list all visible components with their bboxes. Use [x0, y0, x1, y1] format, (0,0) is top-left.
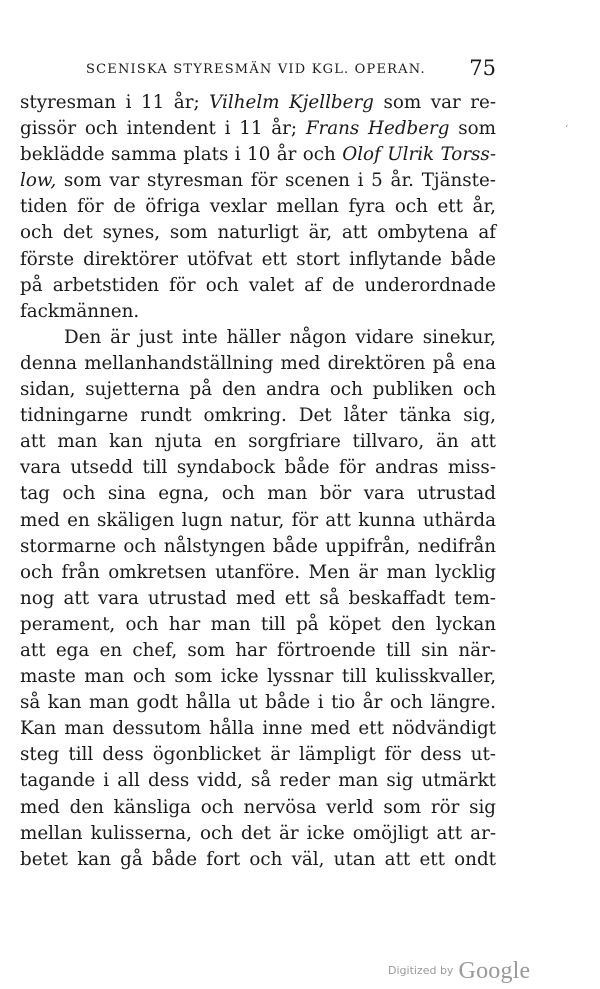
- text-line: [20, 142, 496, 168]
- watermark-prefix: Digitized by: [388, 964, 454, 977]
- text-line: tidningarne rundt omkring. Det låter tänka sig,: [20, 405, 496, 427]
- line-text: som var styresman för scenen i 5 år. Tjänste-: [56, 170, 496, 192]
- text-line: fackmännen.: [20, 300, 140, 322]
- text-line: stormarne och nålstyngen både uppifrån, nedifrån: [20, 535, 496, 557]
- page-number: 75: [469, 56, 496, 80]
- text-line: med en skäligen lugn natur, för att kunna uthärda: [20, 509, 496, 531]
- line-text: som: [449, 118, 496, 140]
- margin-mark: ‘: [565, 124, 569, 135]
- text-line: mellan kulisserna, och det är icke omöjligt att ar-: [20, 822, 496, 844]
- text-line: denna mellanhandställning med direktören på ena: [20, 352, 496, 374]
- person-name: Frans Hedberg: [305, 118, 450, 140]
- text-line: på arbetstiden för och valet af de underordnade: [20, 274, 496, 296]
- text-line: maste man och som icke lyssnar till kulisskvaller,: [20, 666, 496, 688]
- body-text: [20, 90, 496, 873]
- text-line: [20, 168, 496, 194]
- text-line: med den känsliga och nervösa verld som rör sig: [20, 796, 496, 818]
- google-logo: Google: [458, 958, 531, 984]
- person-name: low,: [20, 170, 57, 192]
- text-line: förste direktörer utöfvat ett stort inflytande både: [20, 248, 496, 270]
- text-line: tagande i all dess vidd, så reder man sig utmärkt: [20, 770, 496, 792]
- text-line: sidan, sujetterna på den andra och publiken och: [20, 379, 496, 401]
- text-line: att ega en chef, som har förtroende till sin när-: [20, 639, 496, 661]
- person-name: Vilhelm Kjellberg: [209, 92, 374, 113]
- text-line: vara utsedd till syndabock både för andras miss-: [20, 457, 496, 479]
- text-line: Kan man dessutom hålla inne med ett nödvändigt: [20, 718, 496, 740]
- text-line: [20, 90, 496, 116]
- line-text: styresman i 11 år;: [20, 92, 210, 113]
- text-line: så kan man godt hålla ut både i tio år och längre.: [20, 692, 496, 714]
- text-line: att man kan njuta en sorgfriare tillvaro, än att: [20, 431, 496, 453]
- person-name: Olof Ulrik Torss-: [342, 144, 496, 166]
- text-line: steg till dess ögonblicket är lämpligt för dess ut-: [20, 744, 496, 766]
- page-header: [20, 56, 496, 84]
- line-text: beklädde samma plats i 10 år och: [20, 144, 343, 166]
- text-line: och från omkretsen utanföre. Men är man lycklig: [20, 561, 496, 583]
- text-line: tag och sina egna, och man bör vara utrustad: [20, 483, 496, 505]
- running-head: SCENISKA STYRESMÄN VID KGL. OPERAN.: [86, 62, 426, 77]
- digitized-by-google-watermark: [388, 958, 530, 985]
- paragraph-start-line: Den är just inte häller någon vidare sinekur,: [64, 326, 496, 348]
- text-line: betet kan gå både fort och väl, utan att ett ondt: [20, 848, 496, 870]
- line-text: gissör och intendent i 11 år;: [20, 118, 306, 140]
- text-line: [20, 116, 496, 142]
- line-text: som var re-: [373, 92, 497, 113]
- text-line: och det synes, som naturligt är, att ombytena af: [20, 222, 496, 244]
- text-line: tiden för de öfriga vexlar mellan fyra och ett år,: [20, 196, 496, 218]
- text-line: perament, och har man till på köpet den lyckan: [20, 613, 496, 635]
- text-line: nog att vara utrustad med ett så beskaffadt tem-: [20, 587, 496, 609]
